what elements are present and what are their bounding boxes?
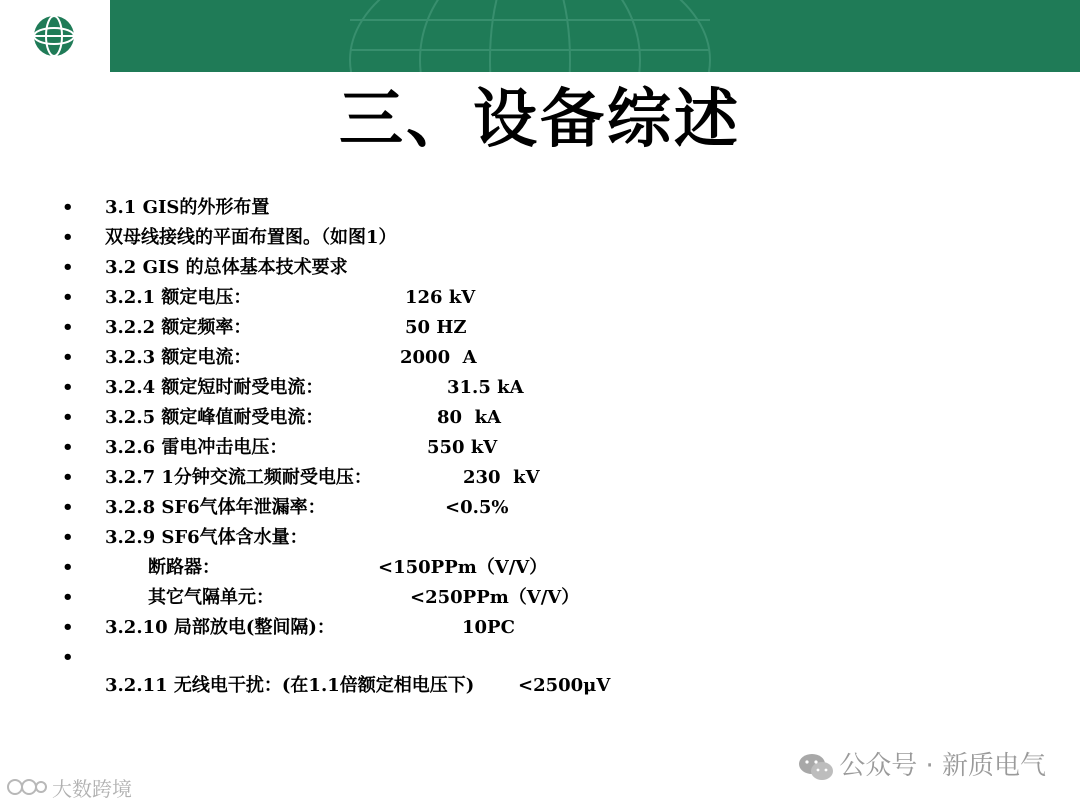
item-label: 3.2.10 局部放电(整间隔)： (105, 617, 335, 638)
watermark-left-icon (6, 776, 48, 806)
item-label: 3.2.5 额定峰值耐受电流： (105, 407, 324, 428)
item-label: 3.2.3 额定电流： (105, 347, 252, 368)
bullet: • (62, 377, 74, 398)
item-label: 3.2.7 1分钟交流工频耐受电压： (105, 467, 372, 488)
item-label: 双母线接线的平面布置图。（如图1） (105, 227, 397, 248)
list-item (0, 613, 1080, 643)
list-item (0, 343, 1080, 373)
item-label: 3.2.11 无线电干扰：(在1.1倍额定相电压下) (105, 675, 475, 696)
item-label: 3.2 GIS 的总体基本技术要求 (105, 257, 348, 278)
page-title: 三、设备综述 (339, 82, 741, 157)
watermark-right-text: 公众号 · 新质电气 (839, 751, 1046, 781)
list-item (0, 433, 1080, 463)
list-item (0, 373, 1080, 403)
list-item (0, 403, 1080, 433)
item-value: 10PC (462, 617, 515, 638)
bullet: • (62, 317, 74, 338)
item-value: 80 kA (437, 407, 502, 428)
item-label: 断路器： (148, 557, 220, 578)
watermark-right (797, 748, 1046, 784)
wechat-icon (797, 752, 835, 782)
list-item (0, 253, 1080, 283)
bullet: • (62, 647, 74, 668)
bullet: • (62, 587, 74, 608)
bullet: • (62, 197, 74, 218)
item-value: <2500μV (518, 675, 611, 696)
list-item (0, 671, 1080, 701)
list-item (0, 463, 1080, 493)
list-item (0, 553, 1080, 583)
bullet: • (62, 617, 74, 638)
item-label: 3.2.8 SF6气体年泄漏率： (105, 497, 326, 518)
bullet: • (62, 527, 74, 548)
list-item (0, 523, 1080, 553)
list-item (0, 643, 1080, 673)
bullet: • (62, 347, 74, 368)
list-item (0, 493, 1080, 523)
bullet: • (62, 557, 74, 578)
bullet: • (62, 437, 74, 458)
item-value: 126 kV (405, 287, 476, 308)
watermark-left (6, 774, 132, 806)
item-label: 3.2.6 雷电冲击电压： (105, 437, 288, 458)
item-label: 3.2.1 额定电压： (105, 287, 252, 308)
bullet: • (62, 257, 74, 278)
item-value: 2000 A (400, 347, 477, 368)
item-label: 3.1 GIS的外形布置 (105, 197, 270, 218)
item-value: 230 kV (463, 467, 540, 488)
company-logo (32, 14, 76, 58)
item-value: <150PPm（V/V） (378, 557, 548, 578)
bullet: • (62, 497, 74, 518)
item-label: 3.2.4 额定短时耐受电流： (105, 377, 324, 398)
header-band (110, 0, 1080, 72)
item-value: <0.5% (445, 497, 509, 518)
list-item (0, 283, 1080, 313)
list-item (0, 193, 1080, 223)
bullet: • (62, 287, 74, 308)
watermark-left-text: 大数跨境 (52, 777, 132, 801)
list-item (0, 583, 1080, 613)
item-value: 50 HZ (405, 317, 467, 338)
list-item (0, 313, 1080, 343)
item-value: <250PPm（V/V） (410, 587, 580, 608)
bullet: • (62, 407, 74, 428)
bullet: • (62, 467, 74, 488)
item-label: 3.2.2 额定频率： (105, 317, 252, 338)
item-label: 其它气隔单元： (148, 587, 274, 608)
list-item (0, 223, 1080, 253)
item-value: 31.5 kA (447, 377, 524, 398)
item-value: 550 kV (427, 437, 498, 458)
header-globe-lines (110, 0, 1080, 72)
item-label: 3.2.9 SF6气体含水量： (105, 527, 308, 548)
bullet: • (62, 227, 74, 248)
